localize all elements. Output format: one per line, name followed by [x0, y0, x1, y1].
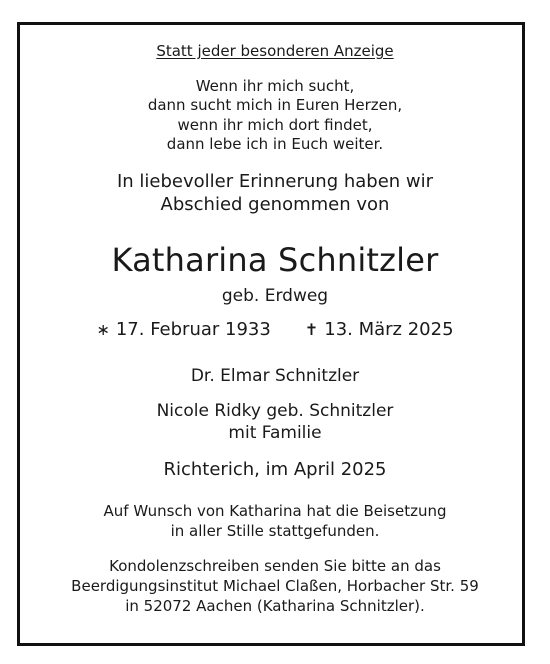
burial-notice-line-1: Auf Wunsch von Katharina hat die Beisetzung: [103, 502, 447, 520]
poem-line-1: Wenn ihr mich sucht,: [195, 77, 355, 95]
condolence-line-1: Kondolenzschreiben senden Sie bitte an das: [109, 557, 441, 575]
mourner-1: Dr. Elmar Schnitzler: [190, 366, 360, 386]
poem-line-4: dann lebe ich in Euch weiter.: [166, 135, 384, 153]
condolence-line-2: Beerdigungsinstitut Michael Claßen, Horbacher Str. 59: [71, 577, 479, 595]
place-and-date: Richterich, im April 2025: [163, 459, 387, 480]
condolence-line-3: in 52072 Aachen (Katharina Schnitzler).: [125, 597, 425, 615]
deceased-name: Katharina Schnitzler: [111, 241, 439, 279]
mourner-2: Nicole Ridky geb. Schnitzler: [156, 401, 394, 421]
life-dates: [0, 320, 550, 341]
birth-name: geb. Erdweg: [221, 286, 329, 306]
death-cross-icon: ✝: [304, 320, 319, 339]
intro-line-2: Abschied genommen von: [160, 194, 390, 215]
death-date: 13. März 2025: [324, 319, 454, 340]
intro-line-1: In liebevoller Erinnerung haben wir: [116, 171, 434, 192]
poem-line-2: dann sucht mich in Euren Herzen,: [147, 96, 403, 114]
birth-star-icon: ∗: [96, 320, 110, 339]
mourner-3: mit Familie: [228, 423, 322, 443]
poem-line-3: wenn ihr mich dort findet,: [177, 116, 373, 134]
burial-notice-line-2: in aller Stille stattgefunden.: [170, 522, 380, 540]
birth-date: 17. Februar 1933: [115, 319, 271, 340]
notice-heading: Statt jeder besonderen Anzeige: [156, 42, 394, 60]
